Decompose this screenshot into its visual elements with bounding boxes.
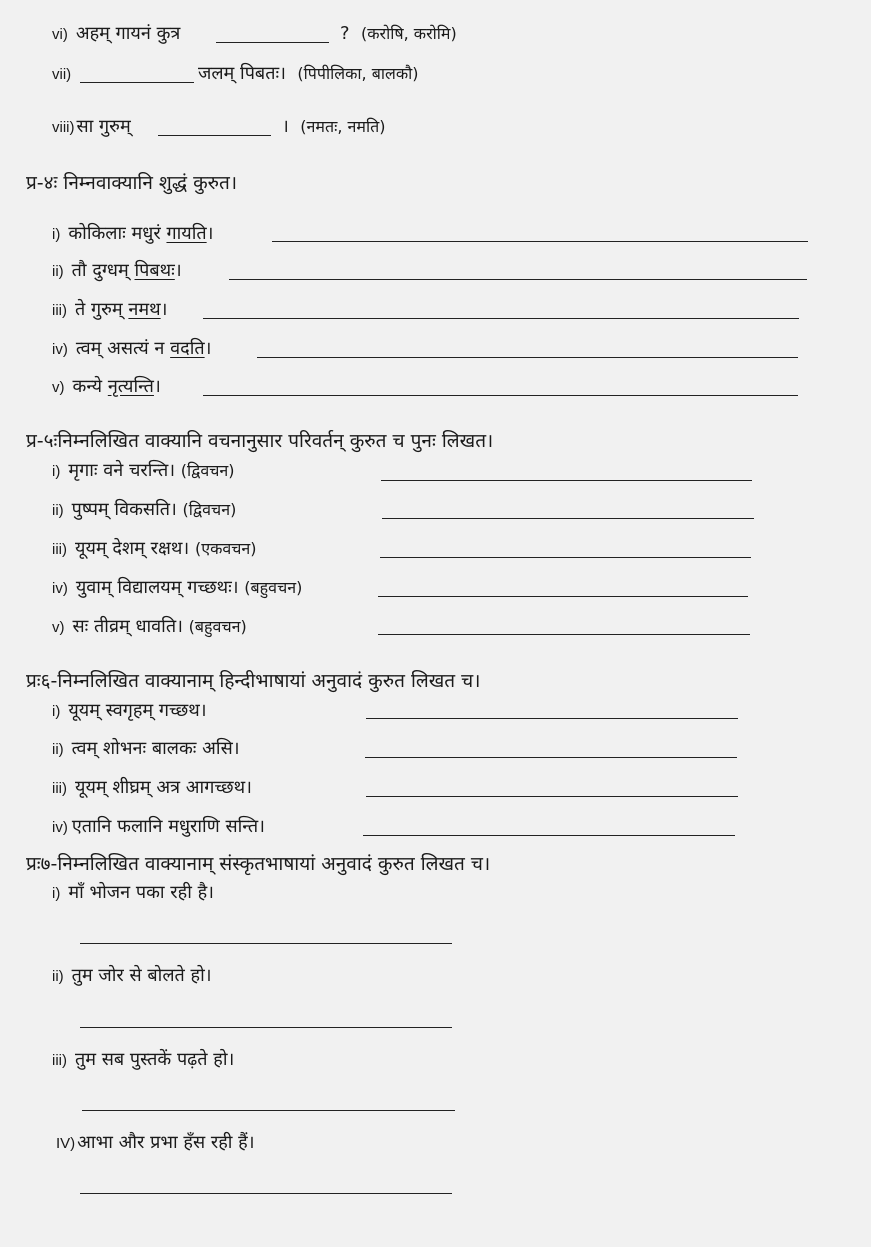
question-number: IV) [56, 1135, 76, 1152]
option-hint: (करोषि, करोमि) [361, 24, 457, 43]
hindi-translation-question-2 [52, 737, 240, 762]
answer-blank[interactable] [381, 480, 752, 481]
question-text: ते गुरुम् [75, 299, 123, 320]
correction-question-4 [52, 337, 211, 362]
question-number: ii) [52, 968, 64, 985]
fill-blank-question-7 [52, 62, 79, 87]
section-5-heading: प्र-५ःनिम्नलिखित वाक्यानि वचनानुसार परिवर्तन् कुरुत च पुनः लिखत। [26, 430, 494, 452]
correction-question-5 [52, 375, 161, 400]
question-text: सः तीव्रम् धावति। [72, 616, 183, 637]
question-number: viii) [52, 119, 75, 136]
number-change-question-3 [52, 537, 257, 562]
answer-blank[interactable] [216, 42, 329, 43]
danda: । [160, 299, 168, 320]
question-text: मृगाः वने चरन्ति। [68, 460, 176, 481]
question-text: तौ दुग्धम् [71, 260, 129, 281]
question-text: जलम् पिबतः। [198, 63, 286, 84]
question-number: i) [52, 463, 61, 480]
question-text: यूयम् स्वगृहम् गच्छथ। [68, 700, 207, 721]
sanskrit-translation-question-1 [52, 881, 214, 906]
answer-blank[interactable] [80, 943, 452, 944]
answer-blank[interactable] [80, 82, 194, 83]
answer-blank[interactable] [80, 1193, 452, 1194]
answer-blank[interactable] [272, 241, 808, 242]
answer-blank[interactable] [366, 718, 738, 719]
question-number: ii) [52, 741, 64, 758]
question-text: कोकिलाः मधुरं [68, 223, 161, 244]
answer-blank[interactable] [203, 318, 799, 319]
question-8-options [282, 115, 385, 139]
danda: । [174, 260, 182, 281]
hindi-translation-question-3 [52, 776, 252, 801]
answer-blank[interactable] [257, 357, 798, 358]
answer-blank[interactable] [365, 757, 737, 758]
underlined-word: वदति [170, 338, 205, 359]
question-mark: ? [340, 23, 350, 44]
question-text: सा गुरुम् [76, 116, 131, 137]
sanskrit-translation-question-3 [52, 1048, 234, 1073]
question-number: iii) [52, 302, 67, 319]
question-number: iii) [52, 541, 67, 558]
question-number: iii) [52, 1052, 67, 1069]
question-text: माँ भोजन पका रही है। [68, 882, 214, 903]
answer-blank[interactable] [229, 279, 807, 280]
number-change-question-2 [52, 498, 236, 523]
number-hint: (बहुवचन) [244, 578, 303, 597]
question-number: iv) [52, 580, 68, 597]
question-text: पुष्पम् विकसति। [71, 499, 177, 520]
answer-blank[interactable] [366, 796, 738, 797]
section-6-heading: प्रः६-निम्नलिखित वाक्यानाम् हिन्दीभाषायां अनुवादं कुरुत लिखत च। [26, 670, 481, 692]
fill-blank-question-8 [52, 115, 131, 140]
answer-blank[interactable] [363, 835, 735, 836]
answer-blank[interactable] [380, 557, 751, 558]
hindi-translation-question-1 [52, 699, 207, 724]
correction-question-1 [52, 222, 213, 247]
underlined-word: पिबथः [134, 260, 175, 281]
question-number: ii) [52, 263, 64, 280]
sanskrit-translation-question-2 [52, 964, 212, 989]
answer-blank[interactable] [80, 1027, 452, 1028]
underlined-word: नृत्यन्ति [107, 376, 154, 397]
hindi-translation-question-4 [52, 815, 265, 840]
sanskrit-translation-question-4 [56, 1131, 255, 1156]
number-change-question-4 [52, 576, 302, 601]
question-number: iii) [52, 780, 67, 797]
answer-blank[interactable] [158, 135, 271, 136]
number-change-question-1 [52, 459, 235, 484]
answer-blank[interactable] [378, 634, 750, 635]
question-text: त्वम् असत्यं न [75, 338, 165, 359]
danda: । [153, 376, 161, 397]
question-text: अहम् गायनं कुत्र [75, 23, 181, 44]
answer-blank[interactable] [378, 596, 748, 597]
underlined-word: नमथ [128, 299, 161, 320]
question-text: युवाम् विद्यालयम् गच्छथः। [75, 577, 239, 598]
danda: । [206, 223, 214, 244]
question-number: i) [52, 885, 61, 902]
number-hint: (बहुवचन) [188, 617, 247, 636]
question-text: त्वम् शोभनः बालकः असि। [71, 738, 240, 759]
question-text: यूयम् शीघ्रम् अत्र आगच्छथ। [75, 777, 252, 798]
question-number: ii) [52, 502, 64, 519]
section-4-heading: प्र-४ः निम्नवाक्यानि शुद्धं कुरुत। [26, 172, 238, 194]
question-number: v) [52, 379, 65, 396]
question-number: iv) [52, 819, 68, 836]
correction-question-3 [52, 298, 167, 323]
number-hint: (द्विवचन) [182, 500, 237, 519]
correction-question-2 [52, 259, 182, 284]
question-number: i) [52, 226, 61, 243]
answer-blank[interactable] [82, 1110, 455, 1111]
underlined-word: गायति [166, 223, 207, 244]
number-change-question-5 [52, 615, 247, 640]
number-hint: (एकवचन) [194, 539, 257, 558]
answer-blank[interactable] [382, 518, 754, 519]
danda: । [204, 338, 212, 359]
option-hint: (नमतः, नमति) [300, 117, 386, 136]
question-number: vi) [52, 26, 68, 43]
answer-blank[interactable] [203, 395, 798, 396]
number-hint: (द्विवचन) [180, 461, 235, 480]
question-number: i) [52, 703, 61, 720]
question-text: कन्ये [72, 376, 103, 397]
question-text: तुम जोर से बोलते हो। [71, 965, 212, 986]
fill-blank-question-6 [52, 22, 180, 47]
question-6-options [340, 22, 457, 46]
danda: । [282, 116, 289, 137]
question-text: एतानि फलानि मधुराणि सन्ति। [71, 816, 265, 837]
question-text: तुम सब पुस्तकें पढ़ते हो। [75, 1049, 235, 1070]
question-text: आभा और प्रभा हँस रही हैं। [77, 1132, 255, 1153]
question-number: v) [52, 619, 65, 636]
question-7-text [198, 62, 419, 86]
section-7-heading: प्रः७-निम्नलिखित वाक्यानाम् संस्कृतभाषायां अनुवादं कुरुत लिखत च। [26, 853, 491, 875]
question-text: यूयम् देशम् रक्षथ। [75, 538, 190, 559]
question-number: iv) [52, 341, 68, 358]
question-number: vii) [52, 66, 72, 83]
option-hint: (पिपीलिका, बालकौ) [297, 64, 419, 83]
